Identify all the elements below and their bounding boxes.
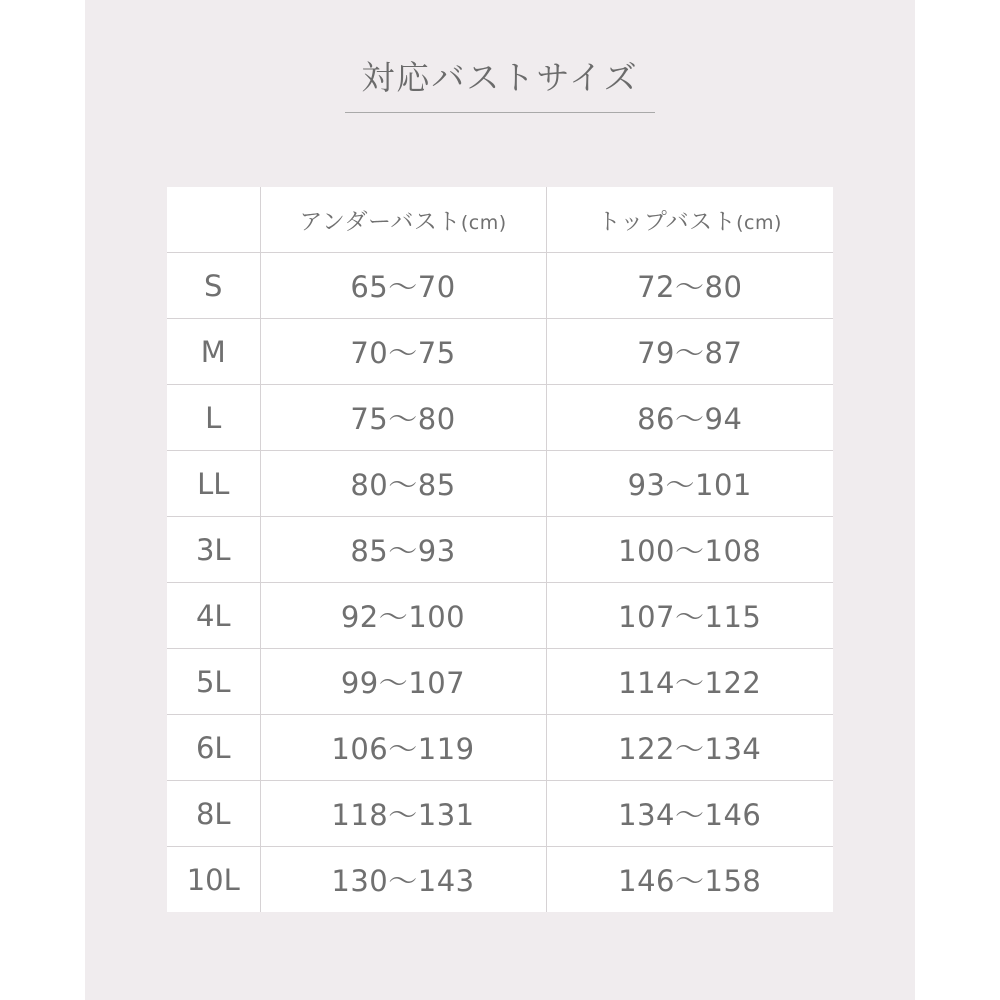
header-size: [167, 187, 260, 253]
table-row: [167, 253, 833, 319]
top-bust-cell: 107～115: [546, 583, 833, 649]
header-top-bust: [546, 187, 833, 253]
top-bust-cell: 146～158: [618, 864, 762, 898]
header-under-bust: [260, 187, 546, 253]
size-cell: M: [167, 319, 260, 385]
under-bust-cell: 99～107: [260, 649, 546, 715]
top-bust-cell: 79～87: [546, 319, 833, 385]
top-bust-cell: 93～101: [546, 451, 833, 517]
table-row: [167, 451, 833, 517]
table-row: [167, 583, 833, 649]
top-bust-cell: 86～94: [546, 385, 833, 451]
under-bust-cell: 130～143: [260, 847, 546, 913]
under-bust-cell: 92～100: [260, 583, 546, 649]
table-row: [167, 781, 833, 847]
table-row: [167, 517, 833, 583]
under-bust-cell: 70～75: [260, 319, 546, 385]
table-row: [167, 715, 833, 781]
table-row: [167, 847, 833, 913]
under-bust-cell: 75～80: [260, 385, 546, 451]
page-title: 対応バストサイズ: [361, 58, 639, 97]
header-top-bust-label: トップバスト: [597, 209, 737, 235]
table-row: [167, 649, 833, 715]
under-bust-cell: 118～131: [260, 781, 546, 847]
table-row: [167, 385, 833, 451]
size-cell: L: [167, 385, 260, 451]
table-header-row: [167, 187, 833, 253]
size-cell: LL: [167, 451, 260, 517]
top-bust-cell: 122～134: [546, 715, 833, 781]
header-top-bust-unit: (cm): [736, 212, 782, 234]
table-row: [167, 319, 833, 385]
size-cell: S: [167, 253, 260, 319]
top-bust-cell: 114～122: [546, 649, 833, 715]
under-bust-cell: 80～85: [260, 451, 546, 517]
header-under-bust-unit: (cm): [460, 212, 507, 234]
size-cell: 4L: [167, 583, 260, 649]
size-cell: 5L: [167, 649, 260, 715]
top-bust-cell: 100～108: [546, 517, 833, 583]
bust-size-table: [167, 187, 833, 912]
title-underline: [345, 112, 655, 113]
size-cell: 10L: [167, 847, 260, 913]
under-bust-cell: 85～93: [260, 517, 546, 583]
top-bust-cell: 72～80: [546, 253, 833, 319]
under-bust-cell: 65～70: [260, 253, 546, 319]
header-under-bust-label: アンダーバスト: [299, 209, 461, 235]
size-cell: 8L: [167, 781, 260, 847]
size-cell: 6L: [167, 715, 260, 781]
top-bust-cell: 134～146: [546, 781, 833, 847]
under-bust-cell: 106～119: [260, 715, 546, 781]
size-cell: 3L: [167, 517, 260, 583]
